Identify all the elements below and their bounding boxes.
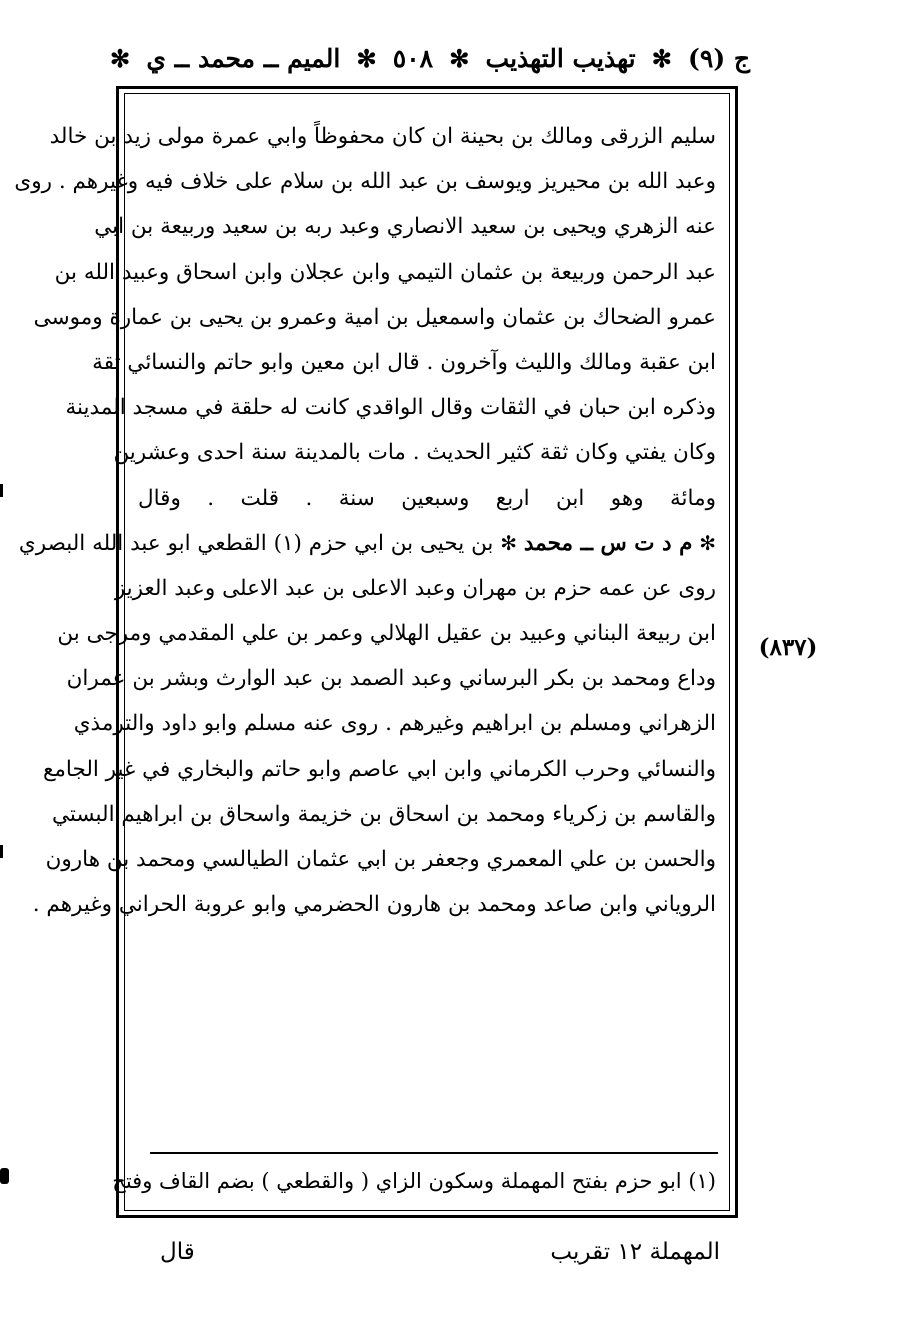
text-line: ومائة وهو ابن اربع وسبعين سنة . قلت . وقال xyxy=(138,485,716,511)
scan-mark xyxy=(0,1168,9,1184)
text-line: وعبد الله بن محيريز ويوسف بن عبد الله بن سلام على خلاف فيه وغيرهم . روى xyxy=(14,169,716,195)
text-line: والنسائي وحرب الكرماني وابن ابي عاصم وابو حاتم والبخاري في غير الجامع xyxy=(42,756,716,782)
text-line: سليم الزرقى ومالك بن بحينة ان كان محفوظاً وابي عمرة مولى زيد بن خالد xyxy=(49,124,716,149)
catchword: قال xyxy=(160,1239,195,1265)
text-line: وذكره ابن حبان في الثقات وقال الواقدي كانت له حلقة في مسجد المدينة xyxy=(65,395,716,421)
ornament-icon: ✻ xyxy=(699,530,716,555)
text-line: والحسن بن علي المعمري وجعفر بن ابي عثمان الطيالسي ومحمد بن هارون xyxy=(45,847,716,872)
ornament-icon: ✻ xyxy=(651,43,672,73)
scan-mark xyxy=(0,484,3,497)
ornament-icon: ✻ xyxy=(110,43,131,73)
entry-sigla: م د ت س ــ محمد xyxy=(523,530,693,556)
text-line: الروياني وابن صاعد ومحمد بن هارون الحضرمي وابو عروبة الحراني وغيرهم . xyxy=(32,892,716,918)
text-line: عمرو الضحاك بن عثمان واسمعيل بن امية وعمرو بن يحيى بن عمارة وموسى xyxy=(33,304,716,330)
text-line: عنه الزهري ويحيى بن سعيد الانصاري وعبد ربه بن سعيد وربيعة بن ابي xyxy=(94,214,716,240)
running-header xyxy=(110,34,750,82)
scan-mark xyxy=(0,845,3,858)
ornament-icon: ✻ xyxy=(356,43,377,73)
text-line: ابن عقبة ومالك والليث وآخرون . قال ابن معين وابو حاتم والنسائي ثقة xyxy=(92,349,716,375)
text-line: وداع ومحمد بن بكر البرساني وعبد الصمد بن عبد الوارث وبشر بن عمران xyxy=(66,666,716,692)
main-text xyxy=(14,114,716,927)
footnote-divider xyxy=(150,1152,718,1154)
catchwords xyxy=(160,1232,720,1272)
text-line: ابن ربيعة البناني وعبيد بن عقيل الهلالي وعمر بن علي المقدمي ومرجى بن xyxy=(57,621,716,647)
text-line: الزهراني ومسلم بن ابراهيم وغيرهم . روى عنه مسلم وابو داود والترمذي xyxy=(73,711,716,737)
book-title: تهذيب التهذيب xyxy=(485,43,636,73)
text-line: وكان يفتي وكان ثقة كثير الحديث . مات بالمدينة سنة احدى وعشرين xyxy=(113,440,716,466)
text-line: والقاسم بن زكرياء ومحمد بن اسحاق بن خزيمة واسحاق بن ابراهيم البستي xyxy=(51,801,716,827)
entry-heading: بن يحيى بن ابي حزم (١) القطعي ابو عبد الله البصري xyxy=(18,530,494,556)
text-line: روى عن عمه حزم بن مهران وعبد الاعلى بن عبد الاعلى وعبد العزيز xyxy=(114,575,716,601)
section-label: الميم ــ محمد ــ ي xyxy=(146,43,341,73)
entry-heading-line xyxy=(18,521,716,566)
volume-label: ج (٩) xyxy=(688,43,750,73)
ornament-icon: ✻ xyxy=(449,43,470,73)
page-number: ٥٠٨ xyxy=(392,43,434,73)
ornament-icon: ✻ xyxy=(500,530,518,555)
text-line: عبد الرحمن وربيعة بن عثمان التيمي وابن عجلان وابن اسحاق وعبيد الله بن xyxy=(54,259,716,285)
entry-number: (٨٣٧) xyxy=(758,634,818,661)
footnote: (١) ابو حزم بفتح المهملة وسكون الزاي ( والقطعي ) بضم القاف وفتح xyxy=(112,1169,716,1193)
footnote-continuation: المهملة ١٢ تقريب xyxy=(550,1239,720,1265)
